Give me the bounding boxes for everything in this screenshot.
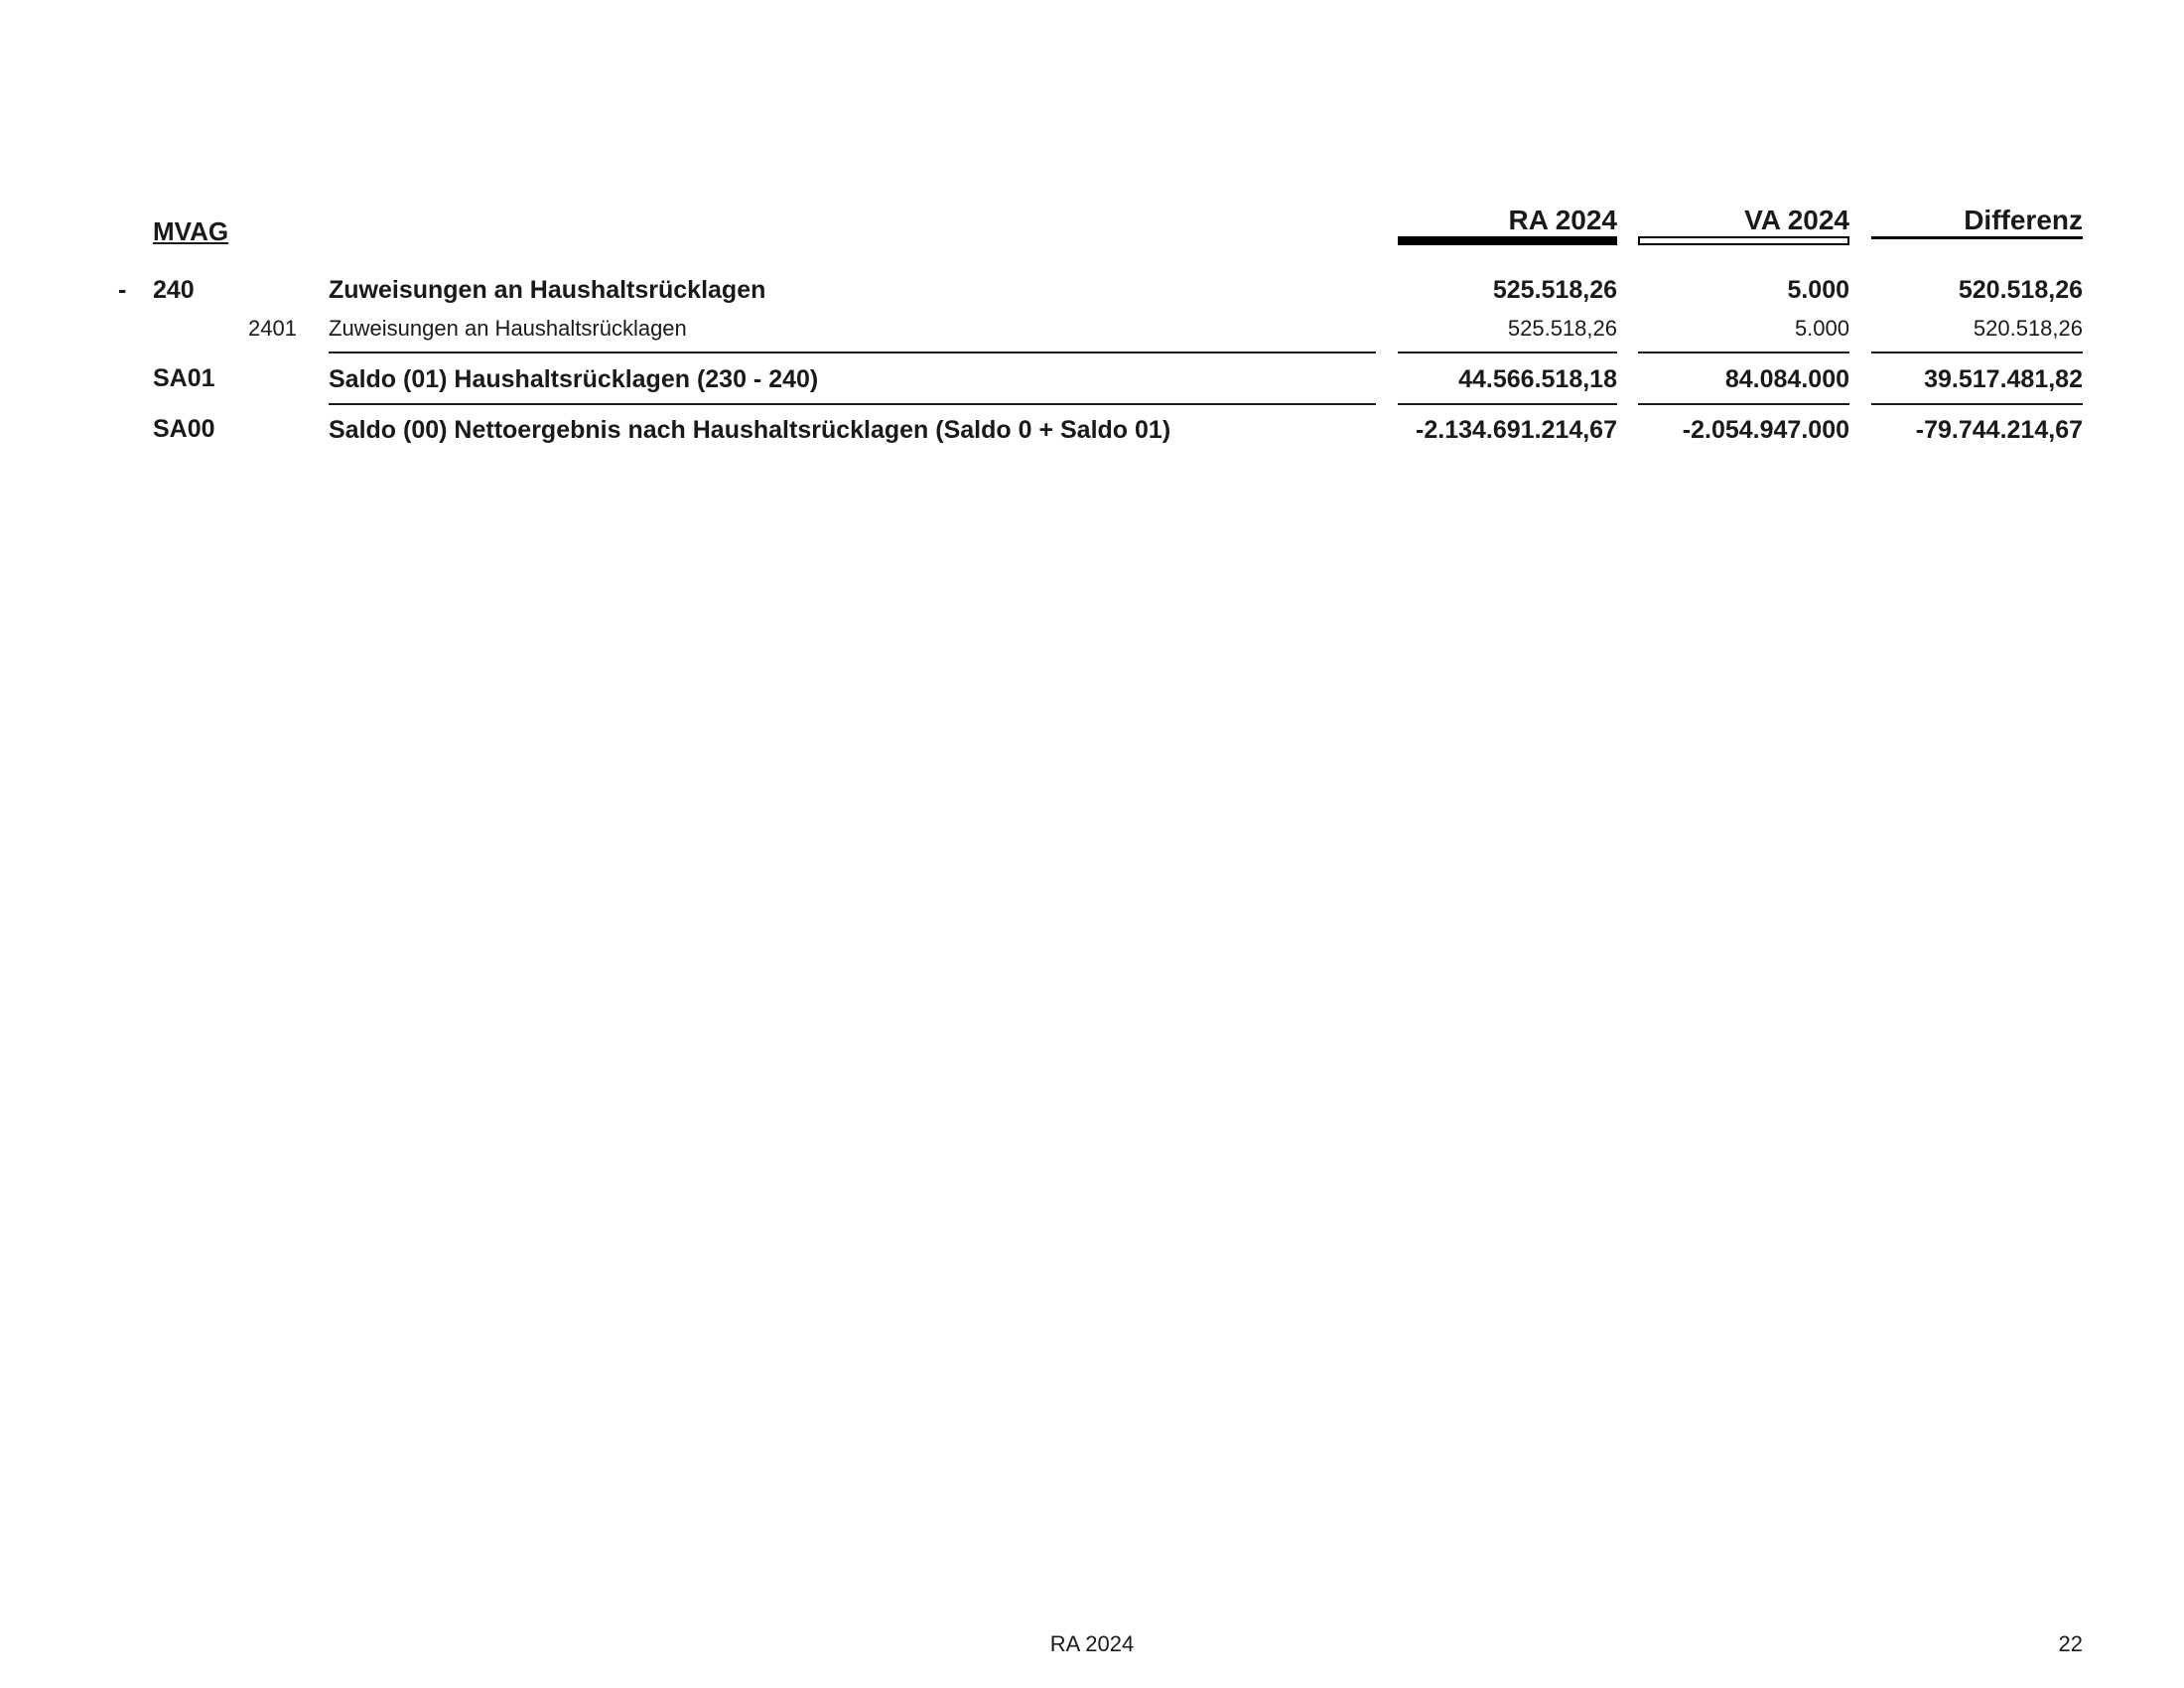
row-value-ra: -2.134.691.214,67: [1416, 416, 1617, 444]
separator-line: [1398, 352, 1617, 353]
separator-line: [329, 403, 1376, 405]
row-value-ra: 44.566.518,18: [1458, 365, 1617, 393]
row-value-diff: 520.518,26: [1958, 276, 2083, 304]
separator-line: [1398, 403, 1617, 405]
row-value-ra: 525.518,26: [1492, 276, 1617, 304]
row-value-diff: 520.518,26: [1973, 316, 2083, 341]
column-header-differenz: Differenz: [1964, 205, 2083, 235]
row-value-diff: 39.517.481,82: [1924, 365, 2083, 393]
row-label: Zuweisungen an Haushaltsrücklagen: [329, 276, 766, 304]
separator-line: [1871, 352, 2083, 353]
row-subcode: 2401: [248, 316, 297, 341]
footer-title: RA 2024: [1049, 1631, 1135, 1656]
column-header-va-2024: VA 2024: [1744, 205, 1849, 235]
column-header-ra-2024: RA 2024: [1508, 205, 1617, 235]
page-number: 22: [2058, 1631, 2083, 1656]
row-value-va: -2.054.947.000: [1682, 416, 1849, 444]
row-value-va: 5.000: [1794, 316, 1849, 341]
row-code: 240: [153, 276, 195, 304]
row-label: Saldo (00) Nettoergebnis nach Haushaltsrücklagen (Saldo 0 + Saldo 01): [329, 416, 1171, 444]
separator-line: [329, 352, 1376, 353]
ra-column-marker-bar: [1398, 236, 1617, 245]
mvag-header: MVAG: [153, 216, 229, 246]
diff-column-marker-line: [1871, 236, 2083, 239]
row-value-va: 84.084.000: [1724, 365, 1849, 393]
row-value-va: 5.000: [1787, 276, 1849, 304]
row-label: Saldo (01) Haushaltsrücklagen (230 - 240): [329, 365, 819, 393]
separator-line: [1871, 403, 2083, 405]
row-sign: -: [118, 276, 127, 304]
row-code: SA01: [153, 364, 215, 392]
row-value-ra: 525.518,26: [1507, 316, 1617, 341]
separator-line: [1638, 403, 1849, 405]
row-code: SA00: [153, 415, 215, 443]
row-label: Zuweisungen an Haushaltsrücklagen: [329, 316, 687, 341]
va-column-marker-bar: [1638, 236, 1849, 245]
row-value-diff: -79.744.214,67: [1915, 416, 2083, 444]
separator-line: [1638, 352, 1849, 353]
